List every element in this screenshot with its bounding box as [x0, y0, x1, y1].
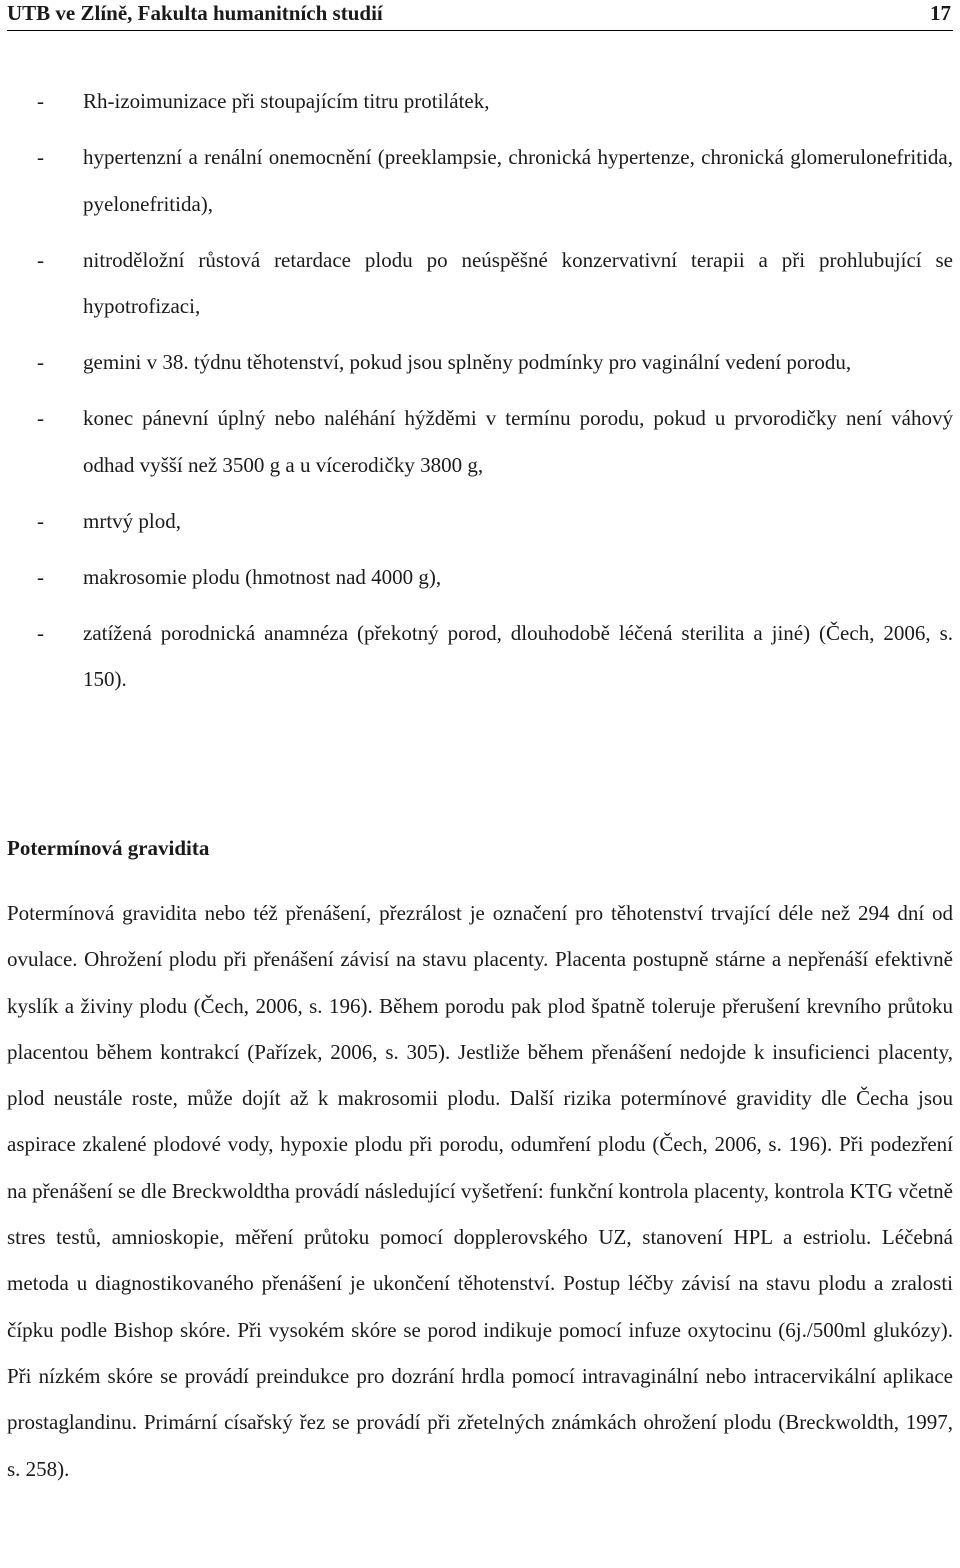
page-number: 17: [930, 1, 951, 25]
header-title: UTB ve Zlíně, Fakulta humanitních studií: [7, 1, 383, 25]
list-item: [7, 134, 953, 227]
page-header: [7, 0, 953, 31]
list-dash: -: [37, 350, 44, 374]
list-item: [7, 395, 953, 488]
list-item-text: konec pánevní úplný nebo naléhání hýžděmi v termínu porodu, pokud u prvorodičky není váhový odhad vyšší než 3500 g a u vícerodičky 3800 g,: [83, 406, 953, 477]
list-dash: -: [37, 145, 44, 169]
list-dash: -: [37, 406, 44, 430]
list-item: [7, 339, 953, 386]
list-item: [7, 498, 953, 545]
list-dash: -: [37, 508, 44, 533]
list-item-text: hypertenzní a renální onemocnění (preeklampsie, chronická hypertenze, chronická glomerulonefritida, pyelonefritida),: [83, 145, 953, 216]
section-paragraph: Potermínová gravidita nebo též přenášení, přezrálost je označení pro těhotenství trvající déle než 294 dní od ovulace. Ohrožení plodu při přenášení závisí na stavu placenty. Placenta postupně stárne a nepřenáší efektivně kyslík a živiny plodu (Čech, 2006, s. 196). Během porodu pak plod špatně toleruje přerušení krevního průtoku placentou během kontrakcí (Pařízek, 2006, s. 305). Jestliže během přenášení nedojde k insuficienci placenty, plod neustále roste, může dojít až k makrosomii plodu. Další rizika potermínové gravidity dle Čecha jsou aspirace zkalené plodové vody, hypoxie plodu při porodu, odumření plodu (Čech, 2006, s. 196). Při podezření na přenášení se dle Breckwoldtha provádí následující vyšetření: funkční kontrola placenty, kontrola KTG včetně stres testů, amnioskopie, měření průtoku pomocí dopplerovského UZ, stanovení HPL a estriolu. Léčebná metoda u diagnostikovaného přenášení je ukončení těhotenství. Postup léčby závisí na stavu plodu a zralosti čípku podle Bishop skóre. Při vysokém skóre se porod indikuje pomocí infuze oxytocinu (6j./500ml glukózy). Při nízkém skóre se provádí preindukce pro dozrání hrdla pomocí intravaginální nebo intracervikální aplikace prostaglandinu. Primární císařský řez se provádí při zřetelných známkách ohrožení plodu (Breckwoldth, 1997, s. 258).: [7, 901, 953, 1481]
indication-list: [7, 78, 953, 712]
list-dash: -: [37, 89, 44, 113]
list-item-text: zatížená porodnická anamnéza (překotný porod, dlouhodobě léčená sterilita a jiné) (Čech, 2006, s. 150).: [83, 620, 953, 691]
list-item: [7, 610, 953, 703]
list-item: [7, 554, 953, 601]
list-item-text: nitroděložní růstová retardace plodu po neúspěšné konzervativní terapii a při prohlubující se hypotrofizaci,: [83, 247, 953, 318]
list-item: [7, 78, 953, 125]
list-dash: -: [37, 564, 44, 589]
list-item-text: makrosomie plodu (hmotnost nad 4000 g),: [83, 564, 442, 589]
list-item-text: Rh-izoimunizace při stoupajícím titru protilátek,: [83, 89, 490, 113]
list-item: [7, 237, 953, 330]
list-dash: -: [37, 247, 44, 272]
list-item-text: mrtvý plod,: [83, 508, 181, 533]
list-item-text: gemini v 38. týdnu těhotenství, pokud jsou splněny podmínky pro vaginální vedení porodu,: [83, 350, 852, 374]
list-dash: -: [37, 620, 44, 645]
section-heading: Potermínová gravidita: [7, 836, 210, 860]
